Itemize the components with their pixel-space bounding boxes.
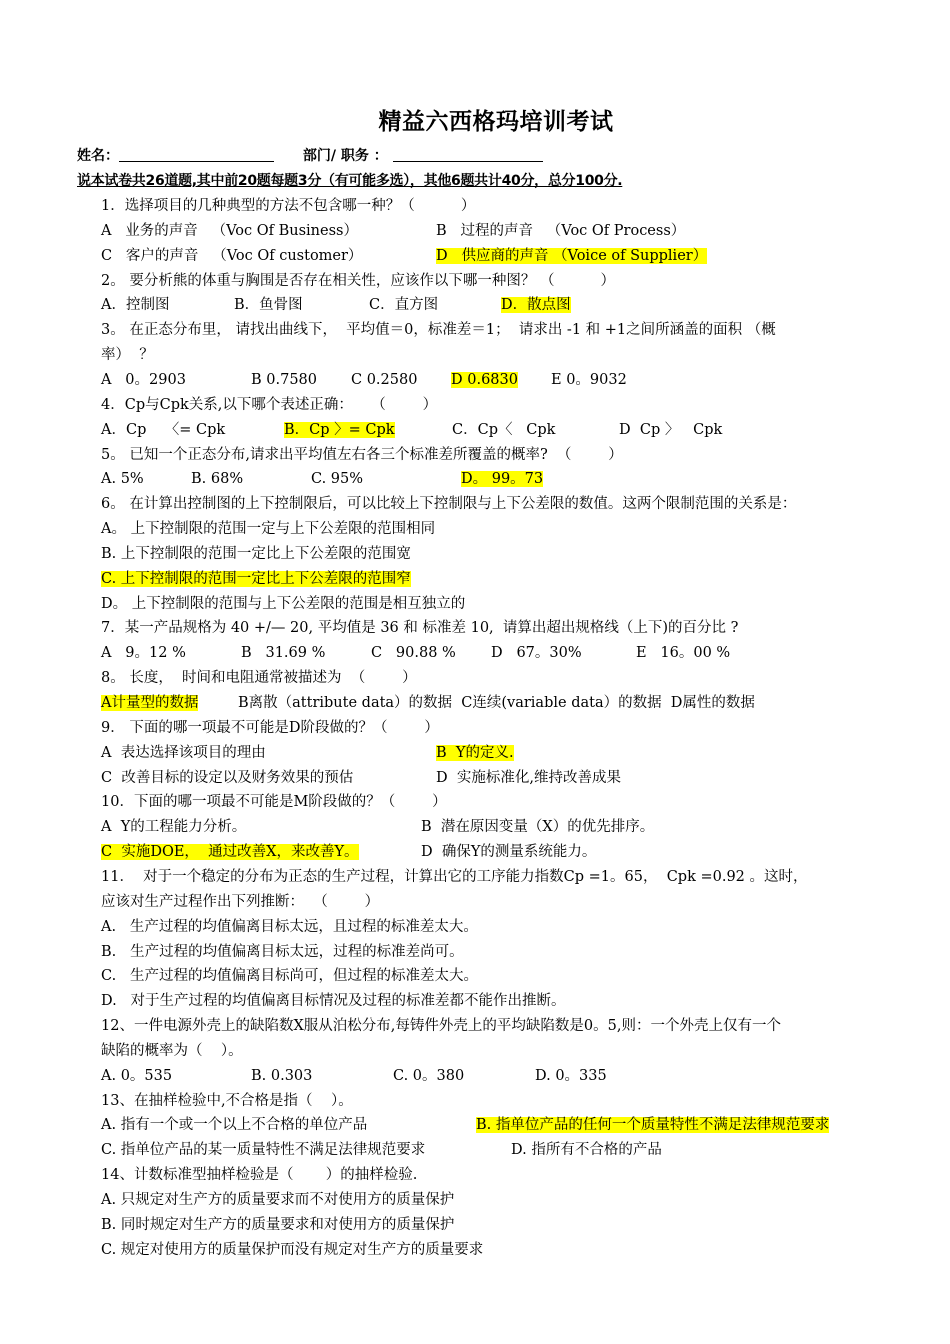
text-line bbox=[101, 318, 901, 342]
line-segment bbox=[551, 368, 627, 392]
highlighted-answer: D 供应商的声音 （Voice of Supplier） bbox=[436, 247, 708, 264]
page-title: 精益六西格玛培训考试 bbox=[378, 109, 614, 135]
highlighted-answer: B. 指单位产品的任何一个质量特性不满足法律规范要求 bbox=[476, 1117, 830, 1134]
text-line bbox=[101, 418, 901, 442]
segment-text: 5。 已知一个正态分布,请求出平均值左右各三个标准差所覆盖的概率? （ ） bbox=[101, 446, 623, 463]
line-segment bbox=[501, 293, 571, 317]
line-segment bbox=[234, 293, 369, 317]
line-segment bbox=[421, 840, 596, 864]
line-segment bbox=[101, 219, 436, 243]
segment-text: D. 指所有不合格的产品 bbox=[511, 1142, 662, 1159]
segment-text: 11． 对于一个稳定的分布为正态的生产过程，计算出它的工序能力指数Cp =1。65， Cpk =0.92 。这时， bbox=[101, 868, 808, 885]
segment-text: C 客户的声音 （Voc Of customer） bbox=[101, 247, 363, 264]
text-line bbox=[101, 219, 901, 243]
line-segment bbox=[101, 1014, 781, 1038]
segment-text: C. 规定对使用方的质量保护而没有规定对生产方的质量要求 bbox=[101, 1241, 484, 1258]
line-segment bbox=[101, 840, 421, 864]
text-line bbox=[101, 244, 901, 268]
text-line bbox=[101, 1039, 901, 1063]
segment-text: 2。 要分析熊的体重与胸围是否存在相关性，应该作以下哪一种图？ （ ） bbox=[101, 272, 616, 289]
highlighted-answer: D．散点图 bbox=[501, 297, 571, 314]
text-line bbox=[101, 567, 901, 591]
line-segment bbox=[101, 343, 154, 367]
segment-text: A 9。12 % bbox=[101, 645, 186, 662]
text-line bbox=[101, 865, 901, 889]
segment-text: 8。 长度， 时间和电阻通常被描述为 （ ） bbox=[101, 670, 417, 687]
line-segment bbox=[101, 492, 796, 516]
text-line bbox=[101, 1089, 901, 1113]
segment-text: A．控制图 bbox=[101, 297, 170, 314]
text-line bbox=[101, 716, 901, 740]
segment-text: B. 生产过程的均值偏离目标太远，过程的标准差尚可。 bbox=[101, 943, 464, 960]
line-segment bbox=[511, 1138, 662, 1162]
text-line bbox=[101, 542, 901, 566]
line-segment bbox=[101, 194, 475, 218]
segment-text: B 过程的声音 （Voc Of Process） bbox=[436, 222, 686, 239]
text-line bbox=[101, 467, 901, 491]
line-segment bbox=[101, 1163, 417, 1187]
text-line bbox=[101, 915, 901, 939]
line-segment bbox=[461, 467, 543, 491]
line-segment bbox=[101, 1064, 251, 1088]
line-segment bbox=[101, 940, 464, 964]
line-segment bbox=[393, 1064, 535, 1088]
segment-text: B 31.69 % bbox=[241, 645, 326, 662]
line-segment bbox=[191, 467, 311, 491]
segment-text: B. 同时规定对生产方的质量要求和对使用方的质量保护 bbox=[101, 1216, 455, 1233]
segment-text: C. 0。380 bbox=[393, 1067, 465, 1084]
segment-text: 缺陷的概率为（ ）。 bbox=[101, 1042, 243, 1059]
segment-text: 3。 在正态分布里， 请找出曲线下， 平均值＝0，标准差＝1； 请求出 -1 和 +1之间所涵盖的面积 （概 bbox=[101, 322, 776, 339]
line-segment bbox=[101, 542, 411, 566]
dept-blank[interactable] bbox=[393, 147, 543, 162]
line-segment bbox=[101, 467, 191, 491]
line-segment bbox=[101, 443, 623, 467]
segment-text: B. 68% bbox=[191, 471, 244, 488]
text-line bbox=[101, 293, 901, 317]
line-segment bbox=[251, 1064, 393, 1088]
line-segment bbox=[491, 641, 636, 665]
segment-text: D。 上下控制限的范围与上下公差限的范围是相互独立的 bbox=[101, 595, 466, 612]
intro-text: 说本试卷共26道题,其中前20题每题3分（有可能多选），其他6题共计40分，总分100分. bbox=[77, 173, 623, 189]
line-segment bbox=[351, 368, 451, 392]
line-segment bbox=[101, 964, 478, 988]
line-segment bbox=[101, 293, 234, 317]
segment-text: E 0。9032 bbox=[551, 371, 627, 388]
line-segment bbox=[436, 741, 514, 765]
segment-text: B. 0.303 bbox=[251, 1067, 313, 1084]
segment-text: A 业务的声音 （Voc Of Business） bbox=[101, 222, 358, 239]
line-segment bbox=[101, 592, 465, 616]
line-segment bbox=[238, 691, 755, 715]
segment-text: D. 0。335 bbox=[535, 1067, 607, 1084]
line-segment bbox=[636, 641, 730, 665]
line-segment bbox=[101, 890, 379, 914]
segment-text: 6。 在计算出控制图的上下控制限后，可以比较上下控制限与上下公差限的数值。这两个限制范围的关系是： bbox=[101, 496, 797, 513]
line-segment bbox=[436, 766, 621, 790]
text-line bbox=[101, 766, 901, 790]
text-line bbox=[101, 1064, 901, 1088]
line-segment bbox=[101, 1113, 476, 1137]
segment-text: B 0.7580 bbox=[251, 371, 318, 388]
highlighted-answer: B Y的定义. bbox=[436, 744, 514, 761]
segment-text: C. 指单位产品的某一质量特性不满足法律规范要求 bbox=[101, 1142, 426, 1159]
line-segment bbox=[451, 368, 551, 392]
line-segment bbox=[619, 418, 722, 442]
segment-text: A. 0。535 bbox=[101, 1067, 173, 1084]
segment-text: 13、在抽样检验中,不合格是指（ ）。 bbox=[101, 1092, 353, 1109]
highlighted-answer: A计量型的数据 bbox=[101, 695, 199, 711]
highlighted-answer: D。 99。73 bbox=[461, 471, 544, 488]
line-segment bbox=[101, 1138, 511, 1162]
segment-text: D 确保Y的测量系统能力。 bbox=[421, 844, 597, 861]
text-line bbox=[101, 592, 901, 616]
line-segment bbox=[101, 691, 238, 715]
line-segment bbox=[421, 815, 654, 839]
segment-text: C. 95% bbox=[311, 471, 364, 488]
highlighted-answer: C 实施DOE， 通过改善X，来改善Y。 bbox=[101, 844, 359, 861]
segment-text: B. 上下控制限的范围一定比上下公差限的范围宽 bbox=[101, 545, 411, 562]
dept-label: 部门/ 职务 ： bbox=[302, 148, 388, 164]
segment-text: A 表达选择该项目的理由 bbox=[101, 744, 266, 761]
text-line bbox=[101, 1014, 901, 1038]
line-segment bbox=[101, 393, 437, 417]
segment-text: B．鱼骨图 bbox=[234, 297, 303, 314]
text-line bbox=[101, 492, 901, 516]
line-segment bbox=[101, 517, 435, 541]
line-segment bbox=[101, 865, 808, 889]
text-line bbox=[101, 443, 901, 467]
segment-text: C 90.88 % bbox=[371, 645, 456, 662]
line-segment bbox=[101, 1089, 353, 1113]
line-segment bbox=[101, 1213, 454, 1237]
line-segment bbox=[101, 567, 411, 591]
segment-text: E 16。00 % bbox=[636, 645, 731, 662]
line-segment bbox=[101, 418, 284, 442]
segment-text: A．Cp 〈= Cpk bbox=[101, 421, 226, 438]
line-segment bbox=[101, 1238, 483, 1262]
segment-text: 14、计数标准型抽样检验是（ ）的抽样检验. bbox=[101, 1167, 418, 1184]
line-segment bbox=[101, 616, 738, 640]
text-line bbox=[101, 1113, 901, 1137]
line-segment bbox=[101, 641, 241, 665]
text-line bbox=[101, 194, 901, 218]
text-line bbox=[101, 666, 901, 690]
text-line bbox=[101, 890, 901, 914]
segment-text: C．直方图 bbox=[369, 297, 439, 314]
segment-text: B离散（attribute data）的数据 C连续(variable data）的数据 D属性的数据 bbox=[238, 695, 755, 711]
line-segment bbox=[436, 244, 707, 268]
line-segment bbox=[101, 766, 436, 790]
line-segment bbox=[535, 1064, 607, 1088]
line-segment bbox=[101, 318, 776, 342]
line-segment bbox=[369, 293, 501, 317]
segment-text: C. 生产过程的均值偏离目标尚可，但过程的标准差太大。 bbox=[101, 968, 479, 985]
name-label: 姓名： bbox=[77, 148, 119, 164]
segment-text: D Cp 〉 Cpk bbox=[619, 421, 723, 438]
segment-text: 应该对生产过程作出下列推断： （ ） bbox=[101, 893, 380, 910]
text-line bbox=[101, 641, 901, 665]
line-segment bbox=[101, 989, 566, 1013]
text-line bbox=[101, 1188, 901, 1212]
line-segment bbox=[101, 716, 439, 740]
segment-text: 7．某一产品规格为 40 +/— 20, 平均值是 36 和 标准差 10, 请算出超出规格线（上下)的百分比 ? bbox=[101, 620, 739, 637]
line-segment bbox=[101, 269, 615, 293]
segment-text: A Y的工程能力分析。 bbox=[101, 819, 247, 836]
line-segment bbox=[241, 641, 371, 665]
text-line bbox=[101, 368, 901, 392]
segment-text: D 67。30% bbox=[491, 645, 582, 662]
text-line bbox=[101, 840, 901, 864]
text-line bbox=[101, 1213, 901, 1237]
line-segment bbox=[101, 666, 417, 690]
line-segment bbox=[101, 915, 478, 939]
line-segment bbox=[476, 1113, 829, 1137]
text-line bbox=[101, 964, 901, 988]
segment-text: B 潜在原因变量（X）的优先排序。 bbox=[421, 819, 655, 836]
segment-text: A。 上下控制限的范围一定与上下公差限的范围相同 bbox=[101, 521, 436, 538]
line-segment bbox=[371, 641, 491, 665]
segment-text: D. 对于生产过程的均值偏离目标情况及过程的标准差都不能作出推断。 bbox=[101, 993, 566, 1010]
line-segment bbox=[101, 1188, 454, 1212]
segment-text: A. 只规定对生产方的质量要求而不对使用方的质量保护 bbox=[101, 1192, 455, 1208]
text-line bbox=[101, 616, 901, 640]
segment-text: 4．Cp与Cpk关系,以下哪个表述正确： （ ） bbox=[101, 396, 438, 413]
line-segment bbox=[101, 790, 447, 814]
header-fields bbox=[77, 145, 907, 165]
text-line bbox=[101, 741, 901, 765]
line-segment bbox=[101, 815, 421, 839]
segment-text: 1．选择项目的几种典型的方法不包含哪一种？（ ） bbox=[101, 198, 476, 214]
highlighted-answer: D 0.6830 bbox=[451, 371, 518, 388]
segment-text: A. 5% bbox=[101, 471, 144, 488]
text-line bbox=[101, 1238, 901, 1262]
segment-text: 12、一件电源外壳上的缺陷数X服从泊松分布,每铸件外壳上的平均缺陷数是0。5,则：一个外壳上仅有一个 bbox=[101, 1018, 781, 1035]
text-line bbox=[101, 517, 901, 541]
text-line bbox=[101, 815, 901, 839]
text-line bbox=[101, 343, 901, 367]
text-line bbox=[101, 1163, 901, 1187]
text-line bbox=[101, 790, 901, 814]
line-segment bbox=[101, 244, 436, 268]
segment-text: A 0。2903 bbox=[101, 371, 186, 388]
segment-text: 率） ？ bbox=[101, 347, 154, 364]
segment-text: 10．下面的哪一项最不可能是M阶段做的？（ ） bbox=[101, 794, 447, 811]
segment-text: C 改善目标的设定以及财务效果的预估 bbox=[101, 769, 354, 786]
text-line bbox=[101, 691, 901, 715]
segment-text: D 实施标准化,维持改善成果 bbox=[436, 769, 621, 786]
line-segment bbox=[436, 219, 685, 243]
segment-text: A. 生产过程的均值偏离目标太远，且过程的标准差太大。 bbox=[101, 918, 478, 935]
text-line bbox=[101, 989, 901, 1013]
line-segment bbox=[101, 741, 436, 765]
line-segment bbox=[101, 368, 251, 392]
text-line bbox=[101, 1138, 901, 1162]
highlighted-answer: C. 上下控制限的范围一定比上下公差限的范围窄 bbox=[101, 570, 411, 587]
segment-text: 9． 下面的哪一项最不可能是D阶段做的？（ ） bbox=[101, 719, 439, 736]
text-line bbox=[101, 269, 901, 293]
line-segment bbox=[452, 418, 619, 442]
line-segment bbox=[311, 467, 461, 491]
text-line bbox=[101, 393, 901, 417]
segment-text: C 0.2580 bbox=[351, 371, 418, 388]
segment-text: A. 指有一个或一个以上不合格的单位产品 bbox=[101, 1117, 368, 1134]
name-blank[interactable] bbox=[119, 147, 274, 162]
line-segment bbox=[284, 418, 452, 442]
line-segment bbox=[251, 368, 351, 392]
text-line bbox=[101, 940, 901, 964]
line-segment bbox=[101, 1039, 243, 1063]
highlighted-answer: B．Cp 〉= Cpk bbox=[284, 421, 395, 438]
segment-text: C．Cp〈 Cpk bbox=[452, 421, 556, 438]
